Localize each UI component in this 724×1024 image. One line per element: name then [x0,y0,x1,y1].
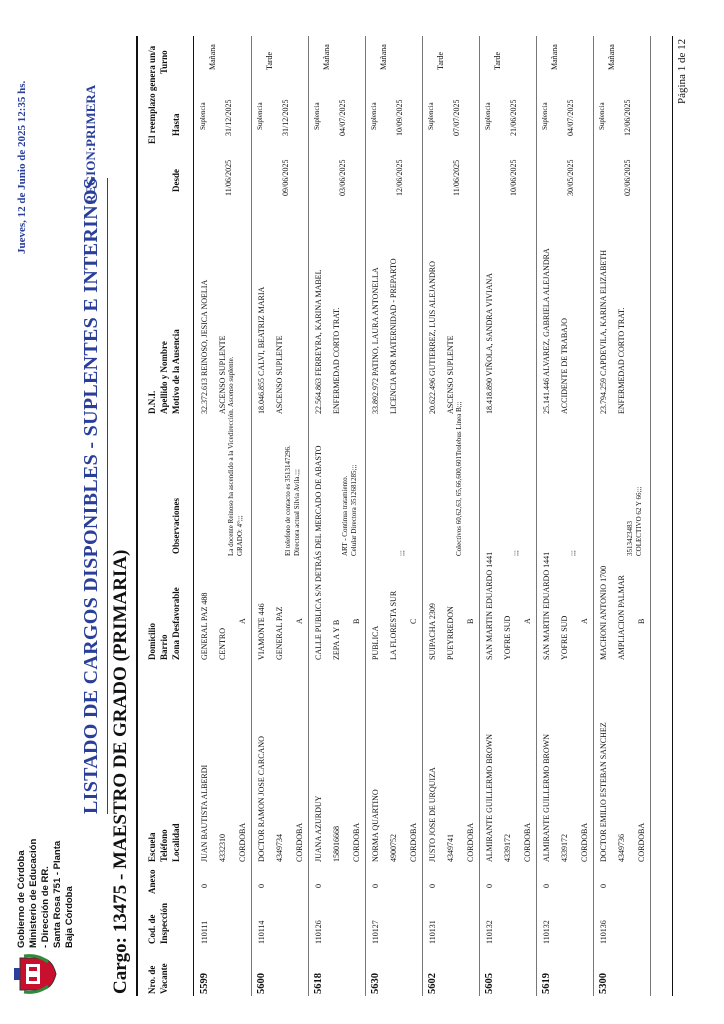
table-row [425,36,480,996]
neighborhood: GENERAL PAZ [275,606,284,660]
address: GENERAL PAZ 488 [200,592,209,660]
school-phone: 158016668 [332,826,341,862]
observation-line: ;;; [569,550,577,556]
school-locality: CORDOBA [238,822,247,862]
unfavorable-zone: B [352,618,361,624]
school-phone: 4349741 [446,834,455,862]
shift: Mañana [379,44,388,70]
date-to: 31/12/2025 [224,99,233,136]
unfavorable-zone: C [409,618,418,624]
vacante-number: 5599 [199,973,210,994]
shift: Tarde [493,51,502,70]
address: PUBLICA [371,625,380,660]
observation-line: Colectivos 60,62,63, 65,66,600,601Trolebus Linea B;;; [455,401,463,556]
row-divider [422,36,423,996]
shift: Tarde [436,51,445,70]
school-locality: CORDOBA [637,822,646,862]
observation-line: ;;; [398,550,406,556]
report-date: Jueves, 12 de Junio de 2025 12:35 hs. [16,80,28,254]
observation-line: Directora actual Silvia Avila.;;; [293,469,301,556]
row-divider [308,36,309,996]
person-dni-name: 22.564.863 FERREYRA, KARINA MABEL [314,269,323,414]
absence-reason: ENFERMEDAD CORTO TRAT. [617,307,626,414]
date-from: 11/06/2025 [224,159,233,196]
gov-line-3: Santa Rosa 751 - Planta Baja Córdoba [52,840,75,948]
replacement-type: Suplencia [541,102,549,130]
school-locality: CORDOBA [466,822,475,862]
observation-line: Celular Directora 3512681285;;; [350,464,358,556]
inspection-code: 110111 [200,920,209,944]
vacante-number: 5630 [370,973,381,994]
shift: Mañana [607,44,616,70]
anexo-value: 0 [257,884,266,888]
vacante-number: 5605 [484,973,495,994]
anexo-value: 0 [599,884,608,888]
address: CALLE PUBLICA S/N DETRÁS DEL MERCADO DE ABASTO [314,445,323,660]
absence-reason: ASCENSO SUPLENTE [275,335,284,414]
anexo-value: 0 [200,884,209,888]
title-underline [107,178,108,814]
vacante-number: 5602 [427,973,438,994]
school-name: ALMIRANTE GUILLERMO BROWN [542,734,551,862]
coat-of-arms-icon [14,954,58,994]
school-phone: 4900752 [389,834,398,862]
date-from: 11/06/2025 [452,159,461,196]
school-name: JUAN BAUTISTA ALBERDI [200,764,209,862]
vacante-number: 5300 [598,973,609,994]
inspection-code: 110131 [428,920,437,944]
person-dni-name: 18.046.855 CALVI, BEATRIZ MARIA [257,286,266,414]
table-row [197,36,252,996]
observation-line: GRADO: 4°;;; [236,515,244,556]
absence-reason: ENFERMEDAD CORTO TRAT. [332,307,341,414]
observation-line: ART - Continua tratamiento. [341,475,349,556]
row-divider [536,36,537,996]
school-locality: CORDOBA [295,822,304,862]
inspection-code: 110132 [542,920,551,944]
anexo-value: 0 [485,884,494,888]
neighborhood: AMPLIACION PALMAR [617,575,626,660]
observation-line: 3513423483 [626,521,634,556]
neighborhood: PUEYRREDON [446,606,455,660]
table-row [368,36,423,996]
divider-bottom [672,36,673,996]
table-row [482,36,537,996]
col-inspeccion: Cod. de Inspección [147,902,169,944]
absence-reason: ASCENSO SUPLENTE [446,335,455,414]
date-from: 10/06/2025 [509,159,518,196]
page-title-text: LISTADO DE CARGOS DISPONIBLES - SUPLENTES E INTERINOS [80,177,102,814]
person-dni-name: 18.418.890 VIÑOLA, SANDRA VIVIANA [485,272,494,414]
school-phone: 4349734 [275,834,284,862]
replacement-type: Suplencia [256,102,264,130]
unfavorable-zone: B [466,618,475,624]
observation-line: La docente Reinoso ha ascendido a la Vicedirección. Ascenso suplente. [227,356,235,556]
school-name: DOCTOR EMILIO ESTEBAN SANCHEZ [599,722,608,862]
school-locality: CORDOBA [409,822,418,862]
neighborhood: ZEPA A Y B [332,619,341,660]
replacement-type: Suplencia [313,102,321,130]
date-from: 03/06/2025 [338,159,347,196]
date-to: 21/06/2025 [509,99,518,136]
col-observaciones: Observaciones [171,498,181,554]
date-from: 12/06/2025 [395,159,404,196]
table-row [539,36,594,996]
gov-line-2: Ministerio de Educación - Dirección de RR. [28,838,51,948]
table-row [311,36,366,996]
col-domicilio: Domicilio Barrio Zona Desfavorable [147,587,181,660]
date-from: 09/06/2025 [281,159,290,196]
col-vacante: Nro. de Vacante [147,963,169,994]
date-from: 30/05/2025 [566,159,575,196]
neighborhood: YOFRE SUD [560,615,569,660]
col-reemplazo: El reemplazo genera un/a [147,45,157,144]
observation-line: ;;; [512,550,520,556]
col-turno: Turno [159,50,169,74]
person-dni-name: 32.372.613 REINOSO, JESICA NOELIA [200,279,209,414]
date-to: 10/09/2025 [395,99,404,136]
shift: Mañana [208,44,217,70]
absence-reason: LICENCIA POR MATERNIDAD - PREPARTO [389,258,398,414]
school-locality: CORDOBA [352,822,361,862]
unfavorable-zone: A [238,618,247,624]
address: SAN MARTIN EDUARDO 1441 [485,551,494,660]
person-dni-name: 20.622.496 GUTIERREZ, LUIS ALEJANDRO [428,261,437,414]
school-locality: CORDOBA [523,822,532,862]
replacement-type: Suplencia [199,102,207,130]
row-divider [650,36,651,996]
col-dni: D.N.I. Apellido y Nombre Motivo de la Ausencia [147,329,181,414]
page-title [80,178,103,814]
school-locality: CORDOBA [580,822,589,862]
inspection-code: 110132 [485,920,494,944]
neighborhood: LA FLORESTA SUR [389,590,398,660]
col-escuela: Escuela Teléfono Localidad [147,823,181,862]
row-divider [251,36,252,996]
table-row [596,36,651,996]
person-dni-name: 25.141.446 ALVAREZ, GABRIELA ALEJANDRA [542,248,551,414]
school-name: NORMA QUARTINO [371,789,380,862]
school-phone: 4349736 [617,834,626,862]
absence-reason: ACCIDENTE DE TRABAJO [560,318,569,414]
col-hasta: Hasta [171,113,181,136]
anexo-value: 0 [314,884,323,888]
unfavorable-zone: A [580,618,589,624]
shift: Mañana [550,44,559,70]
school-phone: 4339172 [503,834,512,862]
school-phone: 4332310 [218,834,227,862]
neighborhood: CENTRO [218,628,227,660]
gov-line-1: Gobierno de Córdoba [16,850,27,948]
vacante-number: 5618 [313,973,324,994]
date-to: 04/07/2025 [566,99,575,136]
shift: Tarde [265,51,274,70]
row-divider [365,36,366,996]
neighborhood: YOFRE SUD [503,615,512,660]
vacante-number: 5600 [256,973,267,994]
cargo-title: Cargo: 13475 - MAESTRO DE GRADO (PRIMARIA) [110,549,131,994]
anexo-value: 0 [428,884,437,888]
person-dni-name: 33.892.972 PATINO, LAURA ANTONELLA [371,267,380,414]
vacante-number: 5619 [541,973,552,994]
school-name: JUSTO JOSE DE URQUIZA [428,767,437,862]
page-number: Página 1 de 12 [676,38,688,104]
address: VIAMONTE 446 [257,603,266,660]
inspection-code: 110114 [257,920,266,944]
anexo-value: 0 [542,884,551,888]
observation-line: El telefono de contacto es 3513147296. [284,445,292,556]
replacement-type: Suplencia [484,102,492,130]
date-from: 02/06/2025 [623,159,632,196]
inspection-code: 110136 [599,920,608,944]
observation-line: COLECTIVO 62 Y 66;;; [635,486,643,556]
col-desde: Desde [171,169,181,192]
date-to: 12/06/2025 [623,99,632,136]
replacement-type: Suplencia [370,102,378,130]
row-divider [593,36,594,996]
divider-header [193,36,194,996]
unfavorable-zone: A [295,618,304,624]
date-to: 31/12/2025 [281,99,290,136]
anexo-value: 0 [371,884,380,888]
row-divider [479,36,480,996]
replacement-type: Suplencia [427,102,435,130]
address: SAN MARTIN EDUARDO 1441 [542,551,551,660]
school-name: ALMIRANTE GUILLERMO BROWN [485,734,494,862]
absence-reason: ASCENSO SUPLENTE [218,335,227,414]
school-phone: 4339172 [560,834,569,862]
address: SUIPACHA 2309 [428,603,437,660]
school-name: DOCTOR RAMON JOSE CARCANO [257,736,266,862]
unfavorable-zone: B [637,618,646,624]
region-label: REGION:PRIMERA [83,84,98,204]
person-dni-name: 23.794.259 CAPDEVILA, KARINA ELIZABETH [599,250,608,414]
col-anexo: Anexo [147,869,157,894]
header-institution [14,834,84,994]
shift: Mañana [322,44,331,70]
school-name: JUANA AZURDUY [314,795,323,862]
divider-top [136,36,138,996]
date-to: 04/07/2025 [338,99,347,136]
date-to: 07/07/2025 [452,99,461,136]
unfavorable-zone: A [523,618,532,624]
inspection-code: 110127 [371,920,380,944]
table-row [254,36,309,996]
replacement-type: Suplencia [598,102,606,130]
inspection-code: 110126 [314,920,323,944]
address: MACHONI ANTONIO 1700 [599,565,608,660]
